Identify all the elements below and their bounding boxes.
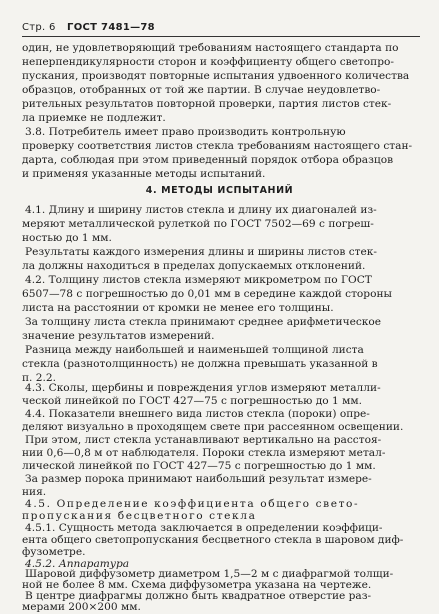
- text-line: ла должны находиться в пределах допускаемых отклонений.: [22, 260, 366, 272]
- text-line: 4.3. Сколы, щербины и повреждения углов измеряют металли-: [25, 382, 381, 394]
- text-line: и применяя указанные методы испытаний.: [22, 168, 266, 180]
- text-line: дарта, соблюдая при этом приведенный порядок отбора образцов: [22, 154, 394, 166]
- text-line: Шаровой диффузометр диаметром 1,5—2 м с диафрагмой толщи-: [25, 568, 394, 580]
- page-number: Стр. 6: [22, 22, 56, 33]
- subsection-heading: пропускания бесцветного стекла: [22, 510, 257, 522]
- text-line: ния.: [22, 486, 47, 498]
- text-line: За размер порока принимают наибольший результат измере-: [25, 473, 372, 485]
- section-heading: 4. МЕТОДЫ ИСПЫТАНИЙ: [145, 185, 294, 196]
- text-line: проверку соответствия листов стекла требованиям настоящего стан-: [22, 140, 413, 152]
- text-line: ента общего светопропускания бесцветного стекла в шаровом диф-: [22, 534, 404, 546]
- text-line: меряют металлической рулеткой по ГОСТ 7502—69 с погреш-: [22, 218, 374, 230]
- text-line: ной не более 8 мм. Схема диффузометра указана на чертеже.: [22, 579, 372, 591]
- text-line: В центре диафрагмы должно быть квадратное отверстие раз-: [25, 590, 372, 602]
- subsection-heading: 4.5. Определение коэффициента общего свето-: [25, 498, 360, 510]
- text-line: листа на расстоянии от кромки не менее его толщины.: [22, 302, 334, 314]
- text-line: При этом, лист стекла устанавливают вертикально на расстоя-: [25, 434, 382, 446]
- page-header: [22, 22, 155, 33]
- text-line: фузометре.: [22, 546, 86, 558]
- text-line: ла приемке не подлежит.: [22, 112, 166, 124]
- text-line: ческой линейкой по ГОСТ 427—75 с погрешностью до 1 мм.: [22, 395, 362, 407]
- text-line: пускания, производят повторные испытания удвоенного количества: [22, 70, 410, 82]
- text-line: значение результатов измерений.: [22, 330, 215, 342]
- text-line: неперпендикулярности сторон и коэффициенту общего светопро-: [22, 56, 394, 68]
- text-line: один, не удовлетворяющий требованиям настоящего стандарта по: [22, 42, 399, 54]
- text-line: 4.5.1. Сущность метода заключается в определении коэффици-: [25, 522, 383, 534]
- text-line: Результаты каждого измерения длины и ширины листов стек-: [25, 246, 377, 258]
- text-line: Разница между наибольшей и наименьшей толщиной листа: [25, 344, 364, 356]
- header-rule: [22, 36, 420, 37]
- text-line: 6507—78 с погрешностью до 0,01 мм в середине каждой стороны: [22, 288, 392, 300]
- text-line: лической линейкой по ГОСТ 427—75 с погрешностью до 1 мм.: [22, 460, 376, 472]
- text-line: 4.1. Длину и ширину листов стекла и длину их диагоналей из-: [25, 204, 377, 216]
- text-line: п. 2.2.: [22, 372, 57, 384]
- text-line: деляют визуально в проходящем свете при рассеянном освещении.: [22, 421, 404, 433]
- standard-code: ГОСТ 7481—78: [67, 22, 155, 33]
- text-line: 4.4. Показатели внешнего вида листов стекла (пороки) опре-: [25, 408, 370, 420]
- text-line: стекла (разнотолщинность) не должна превышать указанной в: [22, 358, 378, 370]
- text-line: рительных результатов повторной проверки, партия листов стек-: [22, 98, 392, 110]
- text-line: образцов, отобранных от той же партии. В случае неудовлетво-: [22, 84, 381, 96]
- text-line: ностью до 1 мм.: [22, 232, 112, 244]
- text-line: За толщину листа стекла принимают среднее арифметическое: [25, 316, 382, 328]
- text-line: мерами 200×200 мм.: [22, 601, 141, 613]
- text-line: 3.8. Потребитель имеет право производить контрольную: [25, 126, 346, 138]
- subsection-heading: 4.5.2. Аппаратура: [25, 558, 130, 570]
- text-line: нии 0,6—0,8 м от наблюдателя. Пороки стекла измеряют метал-: [22, 447, 386, 459]
- text-line: 4.2. Толщину листов стекла измеряют микрометром по ГОСТ: [25, 274, 372, 286]
